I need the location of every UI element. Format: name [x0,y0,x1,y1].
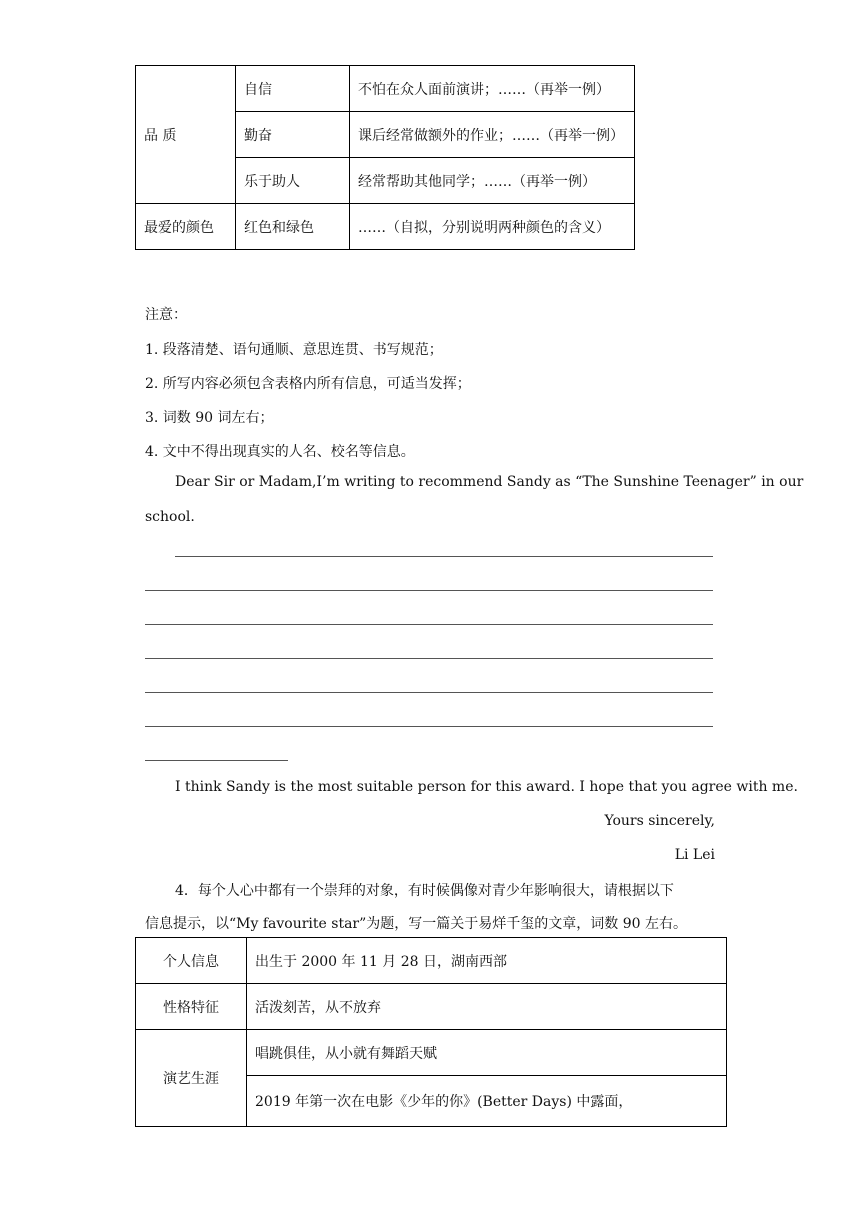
note-item: 2. 所写内容必须包含表格内所有信息，可适当发挥； [145,376,471,392]
table-row [136,204,635,250]
table-row [136,66,635,112]
table-cell-label: 性格特征 [136,984,247,1030]
letter-opening-cont: school. [145,509,195,525]
table-cell-desc: ……（自拟，分别说明两种颜色的含义） [350,204,635,250]
table-cell-value: 2019 年第一次在电影《少年的你》(Better Days) 中露面， [247,1076,727,1127]
table-cell-value: 出生于 2000 年 11 月 28 日，湖南西部 [247,938,727,984]
table-cell-trait: 勤奋 [236,112,350,158]
table-cell-label: 演艺生涯 [136,1030,247,1127]
letter-opening: Dear Sir or Madam,I’m writing to recommend Sandy as “The Sunshine Teenager” in our [175,474,804,490]
table-cell-trait: 红色和绿色 [236,204,350,250]
note-item: 3. 词数 90 词左右； [145,410,274,426]
traits-table [135,65,635,250]
writing-line[interactable] [145,658,713,659]
question-4-prompt: 4．每个人心中都有一个崇拜的对象，有时候偶像对青少年影响很大，请根据以下 [175,883,674,899]
table-row [136,1030,727,1076]
writing-line[interactable] [145,760,288,761]
writing-line[interactable] [145,726,713,727]
table-cell-category: 最爱的颜色 [136,204,236,250]
table-cell-value: 唱跳俱佳，从小就有舞蹈天赋 [247,1030,727,1076]
star-info-table [135,937,727,1127]
table-cell-category: 品 质 [136,66,236,204]
note-item: 1. 段落清楚、语句通顺、意思连贯、书写规范； [145,342,443,358]
writing-line[interactable] [145,624,713,625]
letter-signoff: Yours sincerely, [604,813,715,829]
table-row [136,938,727,984]
note-item: 4. 文中不得出现真实的人名、校名等信息。 [145,444,415,460]
table-cell-desc: 课后经常做额外的作业；……（再举一例） [350,112,635,158]
table-cell-desc: 经常帮助其他同学；……（再举一例） [350,158,635,204]
letter-signature: Li Lei [674,847,715,863]
writing-line[interactable] [145,692,713,693]
question-4-prompt-cont: 信息提示，以“My favourite star”为题，写一篇关于易烊千玺的文章，词数 90 左右。 [145,916,687,932]
notes-heading: 注意： [145,307,187,323]
letter-closing: I think Sandy is the most suitable person for this award. I hope that you agree with me. [175,779,798,795]
table-cell-trait: 乐于助人 [236,158,350,204]
table-cell-desc: 不怕在众人面前演讲；……（再举一例） [350,66,635,112]
writing-line[interactable] [175,556,713,557]
table-cell-value: 活泼刻苦，从不放弃 [247,984,727,1030]
table-cell-trait: 自信 [236,66,350,112]
table-cell-label: 个人信息 [136,938,247,984]
table-row [136,984,727,1030]
writing-line[interactable] [145,590,713,591]
